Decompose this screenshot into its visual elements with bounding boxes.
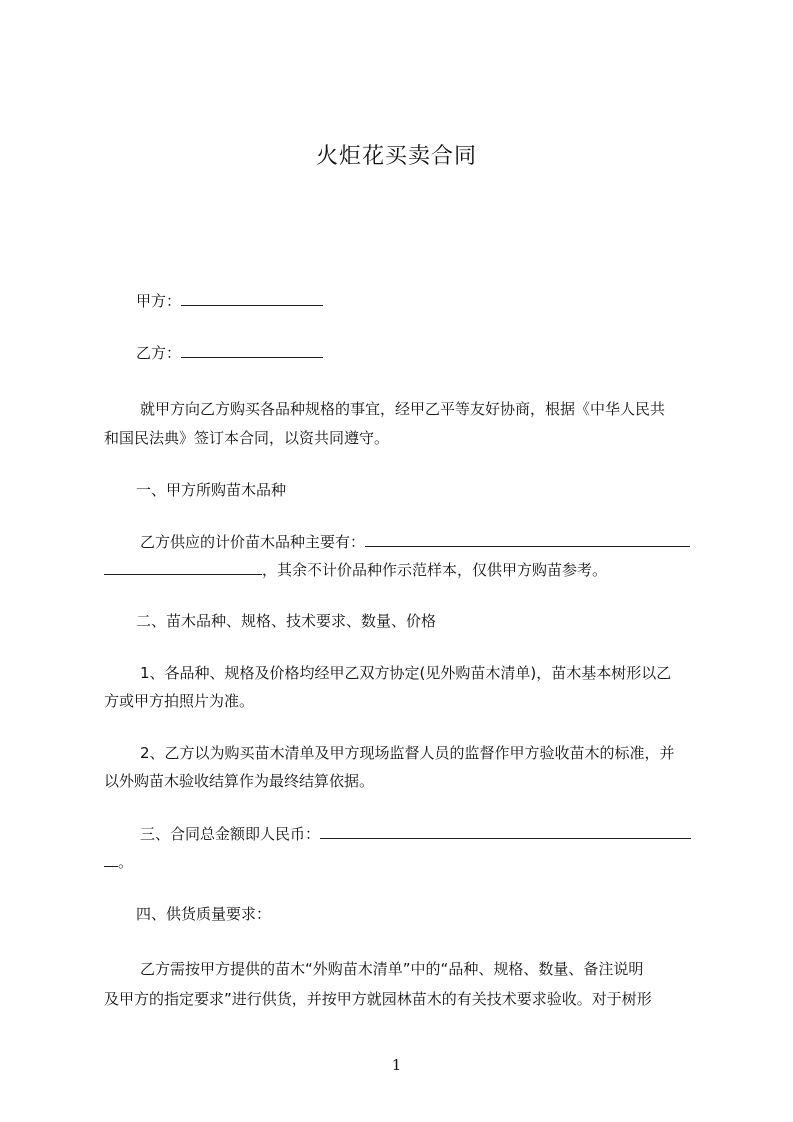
section-2-item-2-line-2: 以外购苗木验收结算作为最终结算依据。	[104, 772, 375, 790]
section-1-line-1	[140, 530, 690, 554]
section-1-line-2	[104, 558, 607, 582]
amount-blank-2	[104, 850, 118, 867]
section-1-heading: 一、甲方所购苗木品种	[136, 481, 287, 499]
party-a-blank	[181, 289, 323, 306]
section-2-item-2-line-1: 2、乙方以为购买苗木清单及甲方现场监督人员的监督作甲方验收苗木的标准，并	[140, 744, 675, 762]
section-2-heading: 二、苗木品种、规格、技术要求、数量、价格	[136, 612, 437, 630]
page-number: 1	[391, 1056, 402, 1074]
section-1-tail: ，其余不计价品种作示范样本，仅供甲方购苗参考。	[262, 561, 608, 579]
section-1-text: 乙方供应的计价苗木品种主要有：	[140, 533, 366, 551]
section-4-heading: 四、供货质量要求：	[136, 905, 272, 923]
section-4-line-1: 乙方需按甲方提供的苗木“外购苗木清单”中的“品种、规格、数量、备注说明	[140, 960, 644, 978]
section-4-line-2: 及甲方的指定要求”进行供货，并按甲方就园林苗木的有关技术要求验收。对于树形	[104, 990, 652, 1008]
section-3-line-1	[140, 822, 691, 846]
intro-line-2: 和国民法典》签订本合同，以资共同遵守。	[104, 429, 390, 447]
party-b-line	[136, 341, 323, 365]
document-title: 火炬花买卖合同	[315, 144, 477, 169]
section-3-text: 三、合同总金额即人民币：	[140, 825, 321, 843]
section-3-tail: 。	[118, 853, 134, 871]
varieties-blank-1	[365, 530, 690, 547]
varieties-blank-2	[104, 558, 262, 575]
section-2-item-1-line-2: 方或甲方拍照片为准。	[104, 692, 255, 710]
amount-blank-1	[320, 822, 691, 839]
party-a-label: 甲方：	[136, 292, 182, 310]
party-a-line	[136, 289, 323, 313]
party-b-blank	[181, 341, 323, 358]
party-b-label: 乙方：	[136, 344, 182, 362]
section-3-line-2	[104, 850, 133, 874]
section-2-item-1-line-1: 1、各品种、规格及价格均经甲乙双方协定(见外购苗木清单)，苗木基本树形以乙	[140, 664, 672, 682]
intro-line-1: 就甲方向乙方购买各品种规格的事宜，经甲乙平等友好协商，根据《中华人民共	[140, 400, 666, 418]
